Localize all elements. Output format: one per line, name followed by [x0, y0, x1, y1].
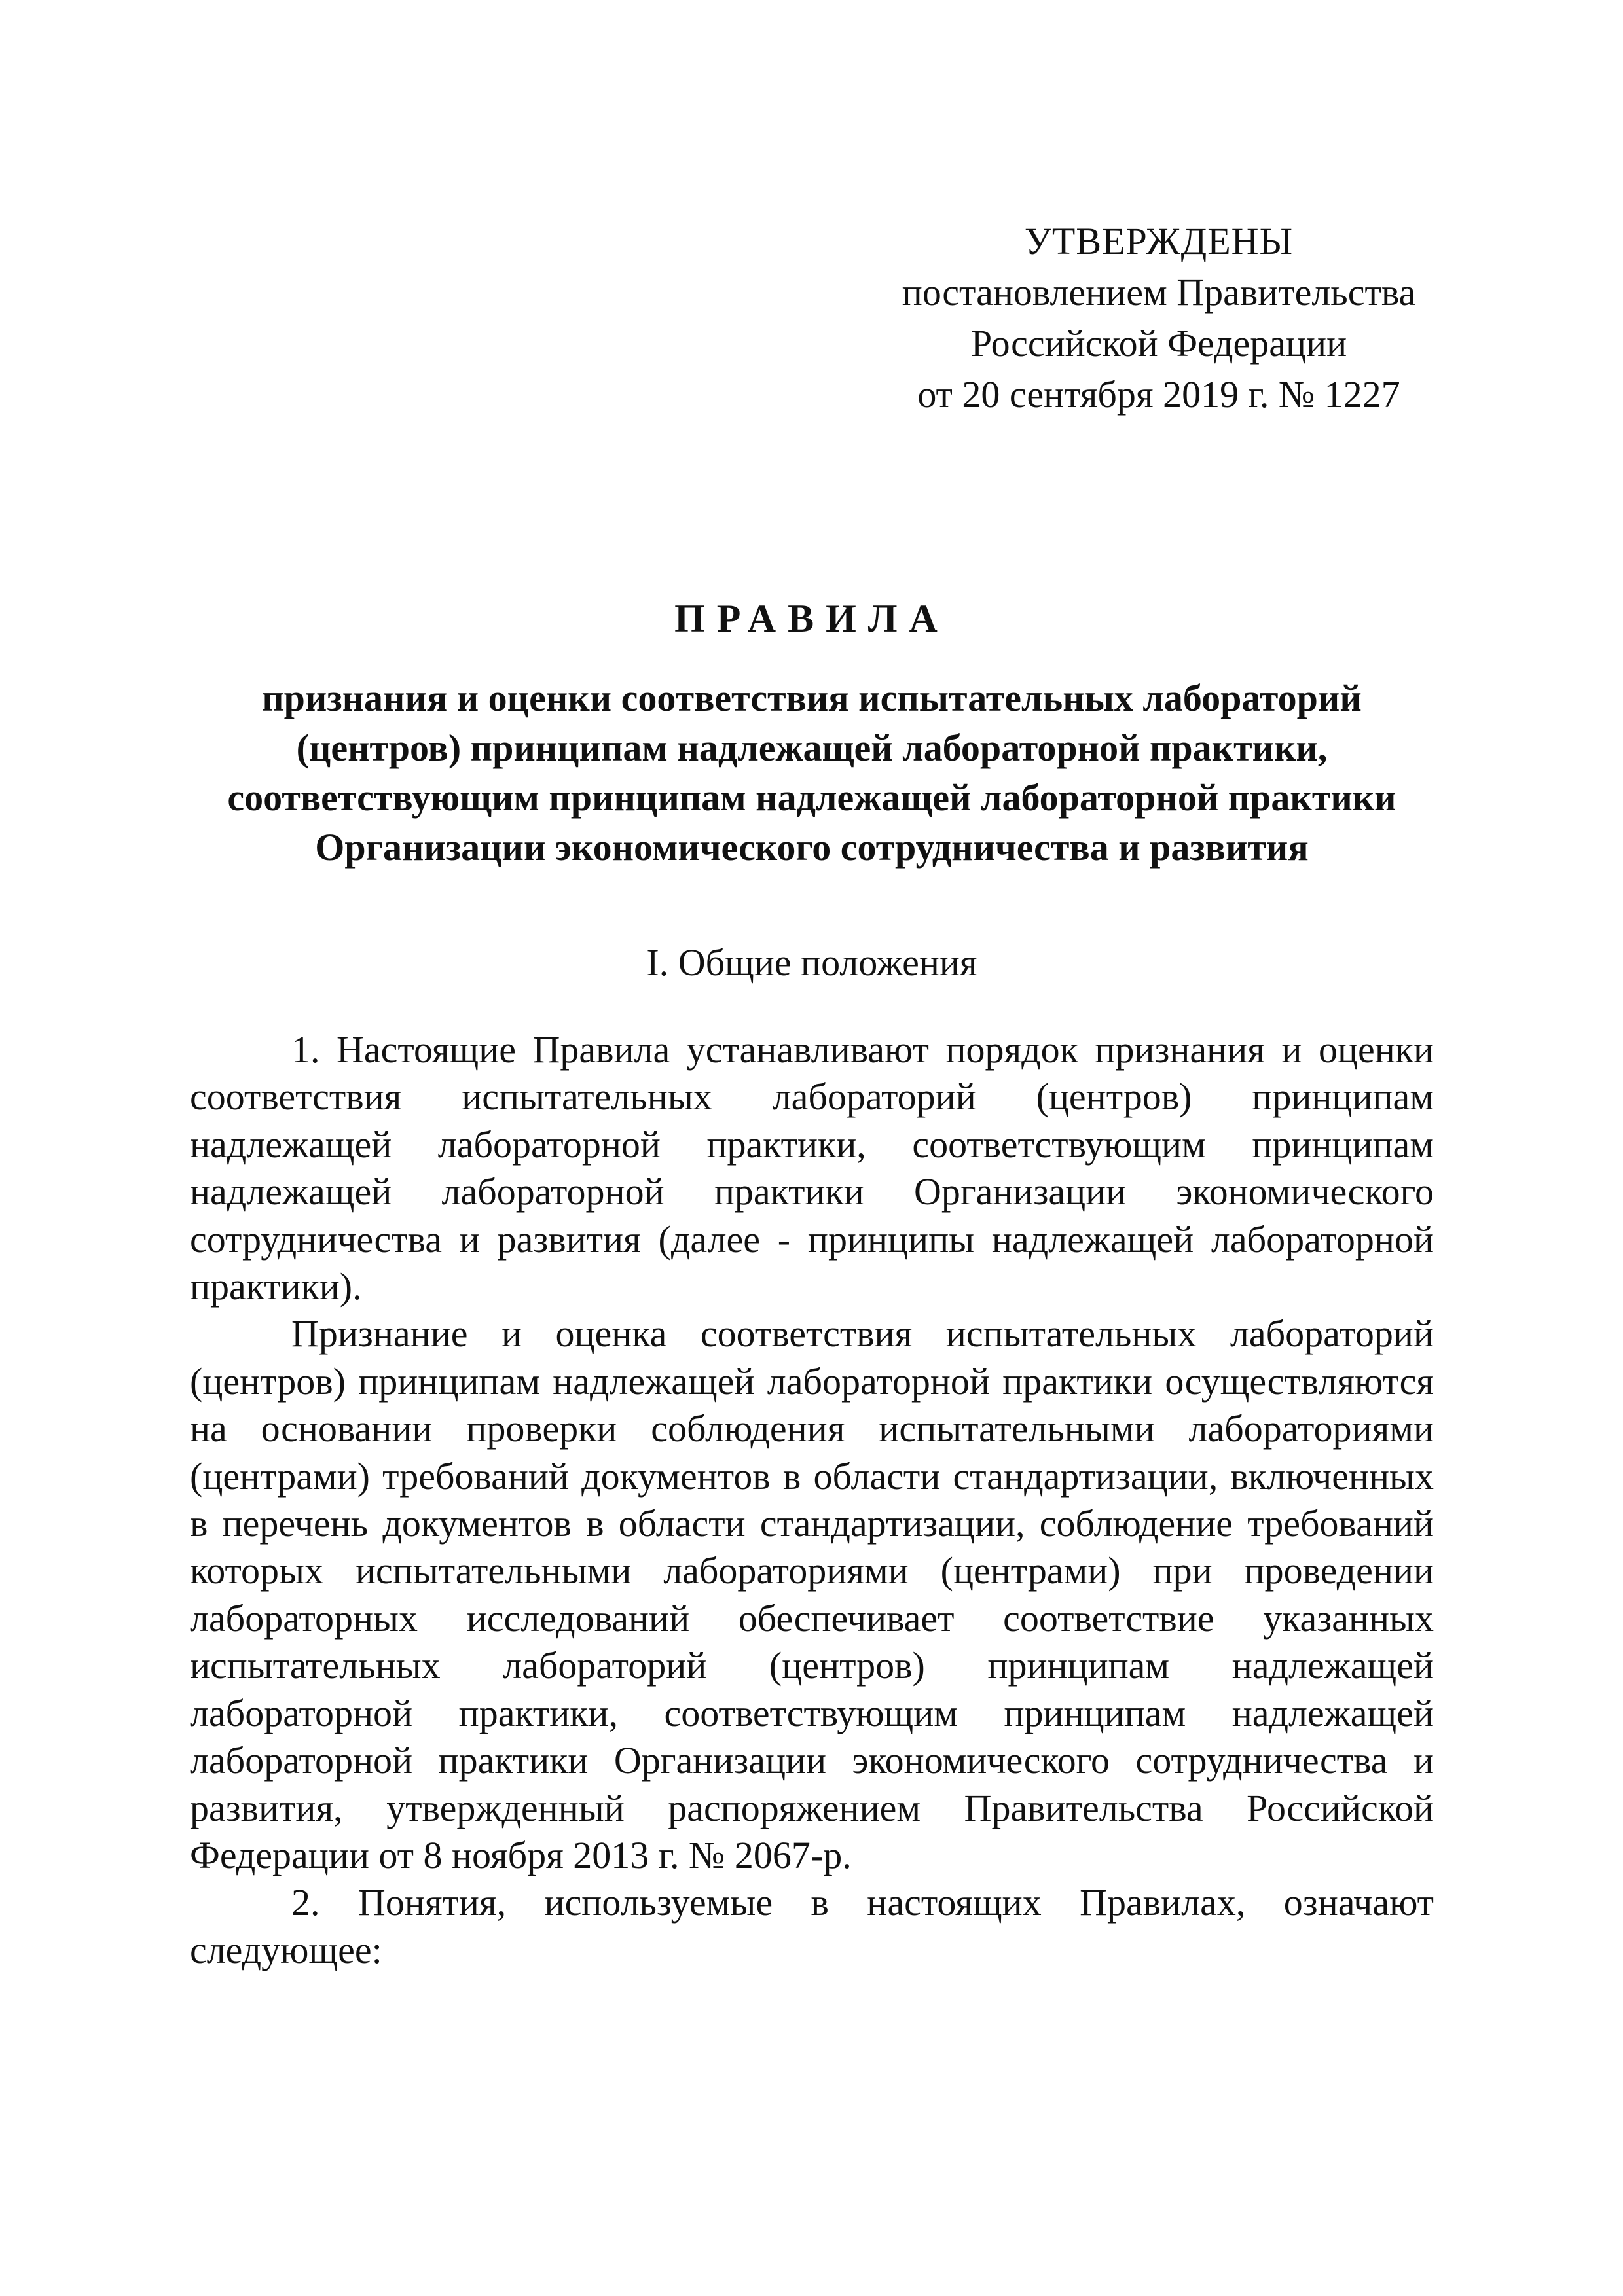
title-word: ПРАВИЛА [674, 597, 949, 640]
approval-line-date-number: от 20 сентября 2019 г. № 1227 [917, 373, 1400, 416]
approval-line-resolution: постановлением Правительства [902, 271, 1416, 314]
paragraph: Признание и оценка соответствия испытательных лабораторий (центров) принципам надлежащей лабораторной практики осуществляются на основании проверки соблюдения испытательными лабораториями (центрами) требований документов в области стандартизации, включенных в перечень документов в области стандартизации, соблюдение требований которых испытательными лабораториями (центрами) при проведении лабораторных исследований обеспечивает соответствие указанных испытательных лабораторий (центров) принципам надлежащей лабораторной практики, соответствующим принципам надлежащей лабораторной практики Организации экономического сотрудничества и развития, утвержденный распоряжением Правительства Российской Федерации от 8 ноября 2013 г. № 2067-р. [190, 1312, 1434, 1876]
document-title [190, 592, 1434, 872]
paragraph: 1. Настоящие Правила устанавливают порядок признания и оценки соответствия испытательных лабораторий (центров) принципам надлежащей лабораторной практики, соответствующим принципам надлежащей лабораторной практики Организации экономического сотрудничества и развития (далее - принципы надлежащей лабораторной практики). [190, 1028, 1434, 1308]
document-body [190, 1026, 1434, 1974]
approval-heading: УТВЕРЖДЕНЫ [1024, 220, 1294, 262]
approval-line-federation: Российской Федерации [970, 322, 1347, 365]
approval-stamp [864, 216, 1453, 420]
paragraph: 2. Понятия, используемые в настоящих Правилах, означают следующее: [190, 1881, 1434, 1971]
section-heading: I. Общие положения [646, 941, 977, 984]
title-subtitle-line: соответствующим принципам надлежащей лабораторной практики [227, 776, 1396, 819]
title-subtitle-line: Организации экономического сотрудничества и развития [315, 826, 1309, 869]
title-subtitle-line: (центров) принципам надлежащей лабораторной практики, [296, 726, 1328, 769]
title-subtitle-line: признания и оценки соответствия испытательных лабораторий [262, 677, 1362, 719]
